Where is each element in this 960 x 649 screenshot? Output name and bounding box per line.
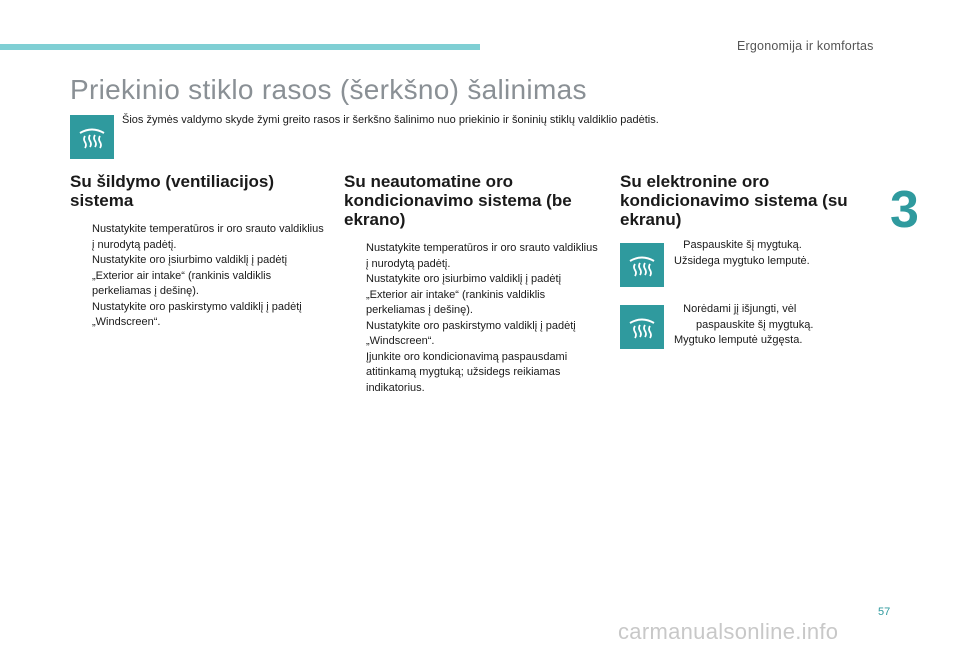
list-item bbox=[70, 222, 325, 253]
list-item bbox=[344, 241, 602, 272]
step1-bullet-text: Paspauskite šį mygtuką. bbox=[683, 239, 802, 251]
list-item-text: Nustatykite oro paskirstymo valdiklį į padėtį „Windscreen“. bbox=[92, 300, 302, 328]
windscreen-defrost-glyph bbox=[627, 252, 657, 278]
heading-line: ekrano) bbox=[344, 210, 406, 229]
list-item-text: Nustatykite oro paskirstymo valdiklį į padėtį „Windscreen“. bbox=[366, 319, 576, 347]
heading-line: Su šildymo (ventiliacijos) bbox=[70, 172, 275, 191]
step2-note: Mygtuko lemputė užgęsta. bbox=[674, 334, 803, 346]
instruction-list bbox=[344, 241, 602, 396]
windscreen-defrost-icon bbox=[70, 115, 114, 159]
list-item bbox=[344, 319, 602, 350]
heading-line: ekranu) bbox=[620, 210, 682, 229]
column-heading bbox=[344, 172, 602, 229]
heading-line: Su elektronine oro bbox=[620, 172, 770, 191]
list-item bbox=[70, 253, 325, 300]
section-header: Ergonomija ir komfortas bbox=[737, 39, 874, 53]
column-manual-ac bbox=[344, 172, 602, 396]
column-heading bbox=[620, 172, 882, 229]
intro-text: Šios žymės valdymo skyde žymi greito rasos ir šerkšno šalinimo nuo priekinio ir šoninių stiklų valdiklio padėtis. bbox=[122, 114, 659, 126]
windscreen-defrost-glyph bbox=[77, 124, 107, 150]
chapter-number: 3 bbox=[890, 181, 919, 239]
step2-bullet-text: Norėdami jį išjungti, vėl bbox=[683, 303, 797, 315]
heading-line: Su neautomatine oro bbox=[344, 172, 514, 191]
heading-line: sistema bbox=[70, 191, 134, 210]
list-item bbox=[70, 300, 325, 331]
step1-note: Užsidega mygtuko lemputė. bbox=[674, 255, 810, 267]
list-item-text: Nustatykite temperatūros ir oro srauto valdiklius į nurodytą padėtį. bbox=[366, 242, 598, 270]
step2-bullet-text: paspauskite šį mygtuką. bbox=[696, 318, 814, 331]
page-title: Priekinio stiklo rasos (šerkšno) šalinimas bbox=[70, 74, 587, 105]
windscreen-defrost-glyph bbox=[627, 314, 657, 340]
list-item-text: Nustatykite oro įsiurbimo valdiklį į padėtį „Exterior air intake“ (rankinis valdiklis perkeliamas į dešinę). bbox=[366, 273, 562, 316]
windscreen-defrost-icon bbox=[620, 243, 664, 287]
column-heating bbox=[70, 172, 325, 331]
instruction-list bbox=[70, 222, 325, 331]
column-heading bbox=[70, 172, 325, 210]
list-item-text: Nustatykite oro įsiurbimo valdiklį į padėtį „Exterior air intake“ (rankinis valdiklis perkeliamas į dešinę). bbox=[92, 254, 288, 297]
list-item-text: Nustatykite temperatūros ir oro srauto valdiklius į nurodytą padėtį. bbox=[92, 223, 324, 251]
windscreen-defrost-icon bbox=[620, 305, 664, 349]
list-item-text: Įjunkite oro kondicionavimą paspausdami atitinkamą mygtuką; užsidegs reikiamas indikatorius. bbox=[366, 350, 568, 394]
top-accent-bar bbox=[0, 44, 480, 50]
list-item bbox=[344, 350, 602, 397]
step1-bullet bbox=[674, 238, 874, 254]
column-electronic-ac bbox=[620, 172, 882, 241]
watermark: carmanualsonline.info bbox=[618, 619, 839, 644]
step2-bullet bbox=[674, 302, 874, 333]
page-number: 57 bbox=[878, 606, 891, 618]
list-item bbox=[344, 272, 602, 319]
heading-line: kondicionavimo sistema (be bbox=[344, 191, 572, 210]
heading-line: kondicionavimo sistema (su bbox=[620, 191, 848, 210]
